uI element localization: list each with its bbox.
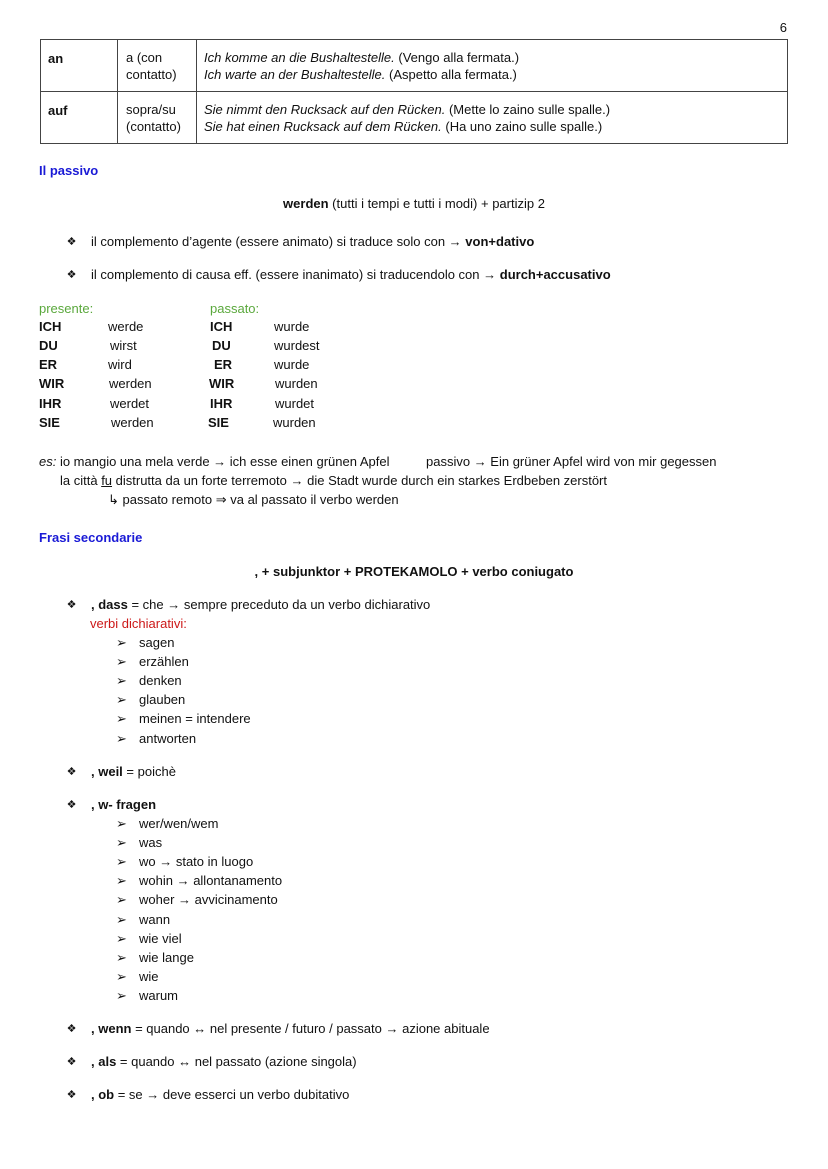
list-item-text: wer/wen/wem xyxy=(139,816,219,831)
list-item xyxy=(116,931,182,947)
bullet-dass: ❖ , dass = che → sempre preceduto da un verbo dichiarativo xyxy=(66,597,431,612)
pronoun-cell: SIE xyxy=(39,415,60,430)
meaning-line: (contatto) xyxy=(126,119,181,134)
pronoun-cell: ER xyxy=(39,357,58,372)
meaning-line: sopra/su xyxy=(126,102,176,117)
bullet-icon: ❖ xyxy=(66,766,77,778)
verb-form-cell: wurdest xyxy=(274,338,320,353)
bullet-ob: ❖ , ob = se → deve esserci un verbo dubitativo xyxy=(66,1087,350,1102)
verb-form-cell: wirst xyxy=(110,338,137,353)
meaning-line: a (con xyxy=(126,50,163,65)
bullet-als: ❖ , als = quando ↔ nel passato (azione singola) xyxy=(66,1054,357,1069)
arrow-bullet-icon: ➢ xyxy=(116,854,127,870)
list-item xyxy=(116,692,185,708)
arrow-bullet-icon: ➢ xyxy=(116,987,127,1003)
arrow-bullet-icon: ➢ xyxy=(116,816,127,831)
verb-form-cell: wurden xyxy=(275,376,318,391)
page-number: 6 xyxy=(779,20,787,35)
list-item-text: meinen = intendere xyxy=(139,711,251,727)
verb-form-cell: werden xyxy=(111,415,154,430)
pronoun-cell: DU xyxy=(39,338,58,353)
passivo-formula: werden (tutti i tempi e tutti i modi) + partizip 2 xyxy=(283,196,545,211)
example-line-1-passivo: passivo → Ein grüner Apfel wird von mir gegessen xyxy=(426,454,717,469)
arrow-bullet-icon: ➢ xyxy=(116,835,127,851)
example-line: Ich komme an die Bushaltestelle. (Vengo alla fermata.) xyxy=(204,50,520,65)
example-note: ↳ passato remoto ⇒ va al passato il verbo werden xyxy=(108,492,399,507)
list-item-text: wohin → allontanamento xyxy=(139,873,283,889)
verb-form-cell: werde xyxy=(108,319,144,334)
list-item xyxy=(116,988,178,1004)
presente-label: presente: xyxy=(39,301,94,316)
bullet-icon: ❖ xyxy=(66,599,77,611)
list-item-text: was xyxy=(139,835,163,851)
list-item-text: woher → avvicinamento xyxy=(139,892,278,908)
verb-form-cell: wurdet xyxy=(275,396,315,411)
verb-form-cell: wurden xyxy=(273,415,316,430)
bullet-causa: ❖ il complemento di causa eff. (essere inanimato) si traducendolo con → durch+accusativo xyxy=(66,267,611,282)
table-row xyxy=(41,40,788,92)
list-item-text: wann xyxy=(139,911,171,927)
preposition-cell: an xyxy=(41,40,118,92)
list-item xyxy=(116,731,196,747)
pronoun-cell: IHR xyxy=(210,396,233,411)
pronoun-cell: ICH xyxy=(39,319,62,334)
preposition-cell: auf xyxy=(41,92,118,144)
verb-form-cell: werdet xyxy=(110,396,150,411)
section-title-secondarie: Frasi secondarie xyxy=(39,530,143,545)
arrow-bullet-icon: ➢ xyxy=(116,892,127,908)
pronoun-cell: SIE xyxy=(208,415,229,430)
list-item xyxy=(116,873,282,889)
bullet-wenn: ❖ , wenn = quando ↔ nel presente / futuro / passato → azione abituale xyxy=(66,1021,490,1036)
passato-label: passato: xyxy=(210,301,260,316)
list-item-text: warum xyxy=(139,987,179,1003)
pronoun-cell: WIR xyxy=(39,376,65,391)
list-item-text: erzählen xyxy=(139,654,189,670)
arrow-bullet-icon: ➢ xyxy=(116,730,127,746)
arrow-bullet-icon: ➢ xyxy=(116,635,127,650)
example-cell xyxy=(197,92,788,144)
list-item xyxy=(116,654,189,670)
list-item-text: antworten xyxy=(139,730,197,746)
list-item xyxy=(116,969,159,985)
bullet-agente: ❖ il complemento d’agente (essere animato) si traduce solo con → von+dativo xyxy=(66,234,535,249)
example-line-2: la città fu distrutta da un forte terremoto → die Stadt wurde durch ein starkes Erdbeben zerstört xyxy=(60,473,608,488)
table-row xyxy=(41,92,788,144)
arrow-bullet-icon: ➢ xyxy=(116,873,127,889)
arrow-bullet-icon: ➢ xyxy=(116,711,127,727)
example-line: Sie nimmt den Rucksack auf den Rücken. (Mette lo zaino sulle spalle.) xyxy=(204,102,611,117)
pronoun-cell: ICH xyxy=(210,319,233,334)
verb-form-cell: wurde xyxy=(274,357,310,372)
example-line: Sie hat einen Rucksack auf dem Rücken. (Ha uno zaino sulle spalle.) xyxy=(204,119,603,134)
list-item-text: wie viel xyxy=(139,930,182,946)
list-item xyxy=(116,835,162,851)
bullet-icon: ❖ xyxy=(66,1089,77,1101)
verb-form-cell: werden xyxy=(109,376,152,391)
bullet-icon: ❖ xyxy=(66,1023,77,1035)
list-item-text: wie lange xyxy=(139,949,194,965)
verb-form-cell: wurde xyxy=(274,319,310,334)
pronoun-cell: WIR xyxy=(209,376,235,391)
bullet-icon: ❖ xyxy=(66,269,77,281)
arrow-bullet-icon: ➢ xyxy=(116,654,127,670)
meaning-line: contatto) xyxy=(126,67,177,82)
example-line-1: es: io mangio una mela verde → ich esse einen grünen Apfel xyxy=(39,454,390,469)
secondarie-formula: , + subjunktor + PROTEKAMOLO + verbo coniugato xyxy=(254,564,574,579)
meaning-cell xyxy=(118,92,197,144)
pronoun-cell: DU xyxy=(212,338,231,353)
section-title-passivo: Il passivo xyxy=(39,163,99,178)
bullet-wfragen: ❖ , w- fragen xyxy=(66,797,157,812)
meaning-cell xyxy=(118,40,197,92)
list-item xyxy=(116,950,194,966)
list-item-text: glauben xyxy=(139,692,186,708)
list-item-text: wo → stato in luogo xyxy=(139,854,254,870)
list-item xyxy=(116,635,174,651)
list-item xyxy=(116,673,182,689)
list-item-text: wie xyxy=(139,968,159,984)
example-line: Ich warte an der Bushaltestelle. (Aspetto alla fermata.) xyxy=(204,67,517,82)
bullet-icon: ❖ xyxy=(66,799,77,811)
arrow-bullet-icon: ➢ xyxy=(116,673,127,689)
list-item xyxy=(116,711,251,727)
example-cell xyxy=(197,40,788,92)
preposition-table xyxy=(40,39,788,144)
arrow-bullet-icon: ➢ xyxy=(116,911,127,927)
pronoun-cell: ER xyxy=(214,357,233,372)
list-item xyxy=(116,854,253,870)
arrow-bullet-icon: ➢ xyxy=(116,968,127,984)
bullet-icon: ❖ xyxy=(66,1056,77,1068)
list-item xyxy=(116,912,170,928)
pronoun-cell: IHR xyxy=(39,396,62,411)
bullet-weil: ❖ , weil = poichè xyxy=(66,764,176,779)
list-item xyxy=(116,892,278,908)
dichiarativi-label: verbi dichiarativi: xyxy=(90,616,187,631)
list-item-text: sagen xyxy=(139,635,175,650)
arrow-bullet-icon: ➢ xyxy=(116,692,127,708)
arrow-bullet-icon: ➢ xyxy=(116,949,127,965)
list-item-text: denken xyxy=(139,673,182,689)
list-item xyxy=(116,816,218,832)
arrow-bullet-icon: ➢ xyxy=(116,930,127,946)
bullet-icon: ❖ xyxy=(66,236,77,248)
verb-form-cell: wird xyxy=(108,357,132,372)
